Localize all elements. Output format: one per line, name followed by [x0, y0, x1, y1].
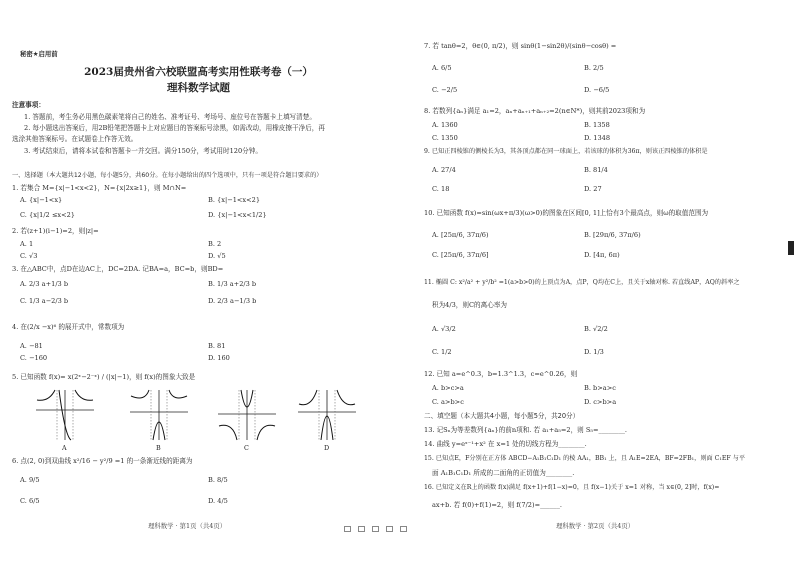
q8-option-b: B. 1358 [584, 121, 610, 129]
notice-line-2: 2. 每小题选出答案后，用2B铅笔把答题卡上对应题目的答案标号涂黑，如需改动，用橡皮擦干净后，再 [24, 124, 325, 132]
q11-option-c: C. 1/2 [432, 348, 452, 356]
q10-option-a: A. [25π/6, 37π/6) [432, 231, 489, 239]
q8-option-a: A. 1360 [432, 121, 458, 129]
q2-option-c: C. √3 [20, 252, 38, 260]
q12-option-a: A. b>c>a [432, 384, 464, 392]
q9-stem: 9. 已知正四棱锥的侧棱长为3，其各顶点都在同一球面上，若该球的体积为36π，则该正四棱锥的体积是 [424, 148, 708, 155]
notice-line-1: 1. 答题前，考生务必用黑色碳素笔将自己的姓名、准考证号、考场号、座位号在答题卡上填写清楚。 [24, 113, 316, 121]
q10-option-c: C. [25π/6, 37π/6] [432, 251, 489, 259]
q1-stem: 1. 若集合 M={x|−1<x<2}，N={x|2x≥1}，则 M∩N= [12, 184, 187, 192]
nav-square-4 [386, 526, 393, 532]
nav-square-2 [358, 526, 365, 532]
q4-option-b: B. 81 [208, 342, 226, 350]
q1-option-b: B. {x|−1<x<2} [208, 196, 261, 204]
nav-square-3 [372, 526, 379, 532]
q1-option-d: D. {x|−1<x<1/2} [208, 211, 267, 219]
q3-option-a: A. 2/3 a+1/3 b [20, 280, 69, 288]
q3-option-b: B. 1/3 a+2/3 b [208, 280, 257, 288]
q7-option-c: C. −2/5 [432, 86, 458, 94]
right-page-footer: 理科数学 · 第2页（共4页） [556, 522, 635, 530]
q5-graph-a-label: A [62, 444, 67, 452]
q3-option-c: C. 1/3 a−2/3 b [20, 297, 69, 305]
q8-stem: 8. 若数列{aₙ}满足 a₁=2，aₙ+aₙ₊₁+aₙ₊₂=2(n∈N*)，则其前2023项和为 [424, 107, 646, 115]
q3-option-d: D. 2/3 a−1/3 b [208, 297, 257, 305]
q16-stem-2: ax+b. 若 f(0)+f(1)=2，则 f(7/2)=______. [432, 501, 562, 509]
q9-option-c: C. 18 [432, 185, 450, 193]
q7-stem: 7. 若 tanθ=2，θ∈(0, π/2)，则 sinθ(1−sin2θ)/(sinθ−cosθ) = [424, 42, 617, 50]
q15-stem-2: 面 A₁B₁C₁D₁ 所成的二面角的正切值为________. [432, 469, 575, 477]
q15-stem: 15. 已知点E，F分别在正方体 ABCD−A₁B₁C₁D₁ 的棱 AA₁，BB₁ 上，且 A₁E=2EA，BF=2FB₁，则面 C₁EF 与平 [424, 455, 746, 462]
exam-title: 2023届贵州省六校联盟高考实用性联考卷（一） [84, 66, 313, 78]
q16-stem: 16. 已知定义在R上的函数 f(x)满足 f(x+1)+f(1−x)=0，且 f(x−1)关于 x=1 对称，当 x∈(0, 2]时，f(x)= [424, 484, 720, 491]
q1-option-a: A. {x|−1<x} [20, 196, 63, 204]
exam-subtitle: 理科数学试题 [167, 82, 230, 94]
q2-option-a: A. 1 [20, 240, 34, 248]
q5-graph-c [216, 388, 278, 442]
q4-option-c: C. −160 [20, 354, 48, 362]
q7-option-d: D. −6/5 [584, 86, 610, 94]
q7-option-b: B. 2/5 [584, 64, 604, 72]
q6-stem: 6. 点(2, 0)到双曲线 x²/16 − y²/9 =1 的一条渐近线的距离为 [12, 457, 193, 465]
q10-stem: 10. 已知函数 f(x)=sin(ωx+π/3)(ω>0)的图象在区间[0, 1]上恰有3个最高点，则ω的取值范围为 [424, 209, 709, 217]
q5-stem: 5. 已知函数 f(x)= x(2ˣ−2⁻ˣ) / (|x|−1)，则 f(x)的图象大致是 [12, 373, 196, 381]
q9-option-a: A. 27/4 [432, 166, 456, 174]
secret-label: 秘密★启用前 [20, 50, 58, 58]
q8-option-d: D. 1348 [584, 134, 611, 142]
nav-square-1 [344, 526, 351, 532]
notice-line-4: 3. 考试结束后，请将本试卷和答题卡一并交回。满分150分，考试用时120分钟。 [24, 147, 262, 155]
q6-option-c: C. 6/5 [20, 497, 40, 505]
q12-option-c: C. a>b>c [432, 398, 464, 406]
q3-stem: 3. 在△ABC中，点D在边AC上，DC=2DA. 记BA=a，BC=b，则BD= [12, 265, 224, 273]
q6-option-b: B. 8/5 [208, 476, 228, 484]
q8-option-c: C. 1350 [432, 134, 458, 142]
q4-option-d: D. 160 [208, 354, 230, 362]
section1-heading: 一、选择题（本大题共12小题，每小题5分，共60分。在每小题给出的四个选项中，只有一项是符合题目要求的） [12, 172, 323, 179]
q9-option-b: B. 81/4 [584, 166, 608, 174]
q12-option-b: B. b>a>c [584, 384, 616, 392]
q5-graph-d [296, 388, 358, 442]
q9-option-d: D. 27 [584, 185, 602, 193]
q12-option-d: D. c>b>a [584, 398, 617, 406]
q5-graph-c-label: C [244, 444, 249, 452]
notice-heading: 注意事项： [12, 101, 45, 109]
q11-option-d: D. 1/3 [584, 348, 604, 356]
q2-stem: 2. 若(z+1)(i−1)=2，则|z|= [12, 227, 99, 235]
q7-option-a: A. 6/5 [432, 64, 452, 72]
q13-stem: 13. 记Sₙ为等差数列{aₙ}的前n项和. 若 a₁+a₅=2，则 S₅=________. [424, 426, 628, 434]
q1-option-c: C. {x|1/2 ≤x<2} [20, 211, 76, 219]
q4-stem: 4. 在(2/x −x)⁶ 的展开式中，常数项为 [12, 323, 125, 331]
q4-option-a: A. −81 [20, 342, 43, 350]
q2-option-b: B. 2 [208, 240, 222, 248]
q12-stem: 12. 已知 a=e^0.3，b=1.3^1.3，c=e^0.26，则 [424, 370, 578, 378]
nav-square-5 [400, 526, 407, 532]
section2-heading: 二、填空题（本大题共4小题，每小题5分，共20分） [424, 412, 580, 420]
q6-option-d: D. 4/5 [208, 497, 228, 505]
q5-graph-a [34, 388, 96, 442]
left-page-footer: 理科数学 · 第1页（共4页） [148, 522, 227, 530]
q11-stem: 11. 椭圆 C: x²/a² + y²/b² =1(a>b>0)的上顶点为A，点P，Q均在C上，且关于x轴对称. 若直线AP，AQ的斜率之 [424, 279, 740, 286]
q11-stem-2: 积为4/3，则C的离心率为 [432, 301, 508, 309]
binding-mark [788, 241, 794, 255]
q5-graph-b [128, 388, 190, 442]
q10-option-b: B. [29π/6, 37π/6) [584, 231, 641, 239]
q11-option-b: B. √2/2 [584, 325, 608, 333]
q14-stem: 14. 曲线 y=eˣ⁻¹+x² 在 x=1 处的切线方程为________. [424, 440, 587, 448]
q6-option-a: A. 9/5 [20, 476, 40, 484]
q2-option-d: D. √5 [208, 252, 226, 260]
q5-graph-b-label: B [156, 444, 161, 452]
q5-graph-d-label: D [324, 444, 330, 452]
q10-option-d: D. [4π, 6π) [584, 251, 620, 259]
notice-line-3: 选涂其他答案标号。在试题卷上作答无效。 [12, 135, 138, 143]
q11-option-a: A. √3/2 [432, 325, 456, 333]
